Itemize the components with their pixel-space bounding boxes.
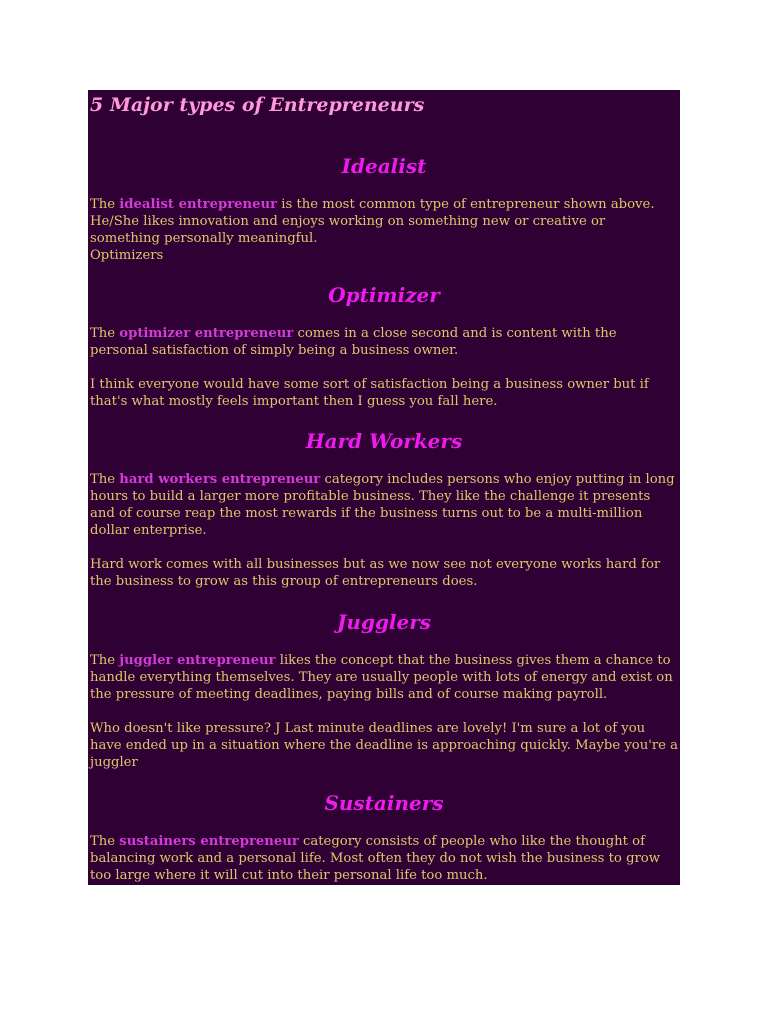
para-prefix: The [90, 472, 120, 487]
paragraph-hard-workers [90, 471, 678, 539]
para-body: category consists of people who like the thought of balancing work and a personal life. Most often they do not wish the business to grow too large where it will cut into their personal life too much. [90, 834, 661, 883]
highlight-idealist-entrepreneur: idealist entrepreneur [119, 197, 278, 212]
para-prefix: The [90, 197, 120, 212]
highlight-sustainers-entrepreneur: sustainers entrepreneur [119, 834, 299, 849]
paragraph-hard-workers-comment: Hard work comes with all businesses but as we now see not everyone works hard for the business to grow as this group of entrepreneurs does. [90, 557, 661, 589]
highlight-juggler-entrepreneur: juggler entrepreneur [119, 653, 276, 668]
article-panel [88, 90, 680, 885]
para-prefix: The [90, 834, 120, 849]
paragraph-jugglers-comment: Who doesn't like pressure? J Last minute deadlines are lovely! I'm sure a lot of you have ended up in a situation where the deadline is approaching quickly. Maybe you're a juggler [90, 721, 679, 770]
heading-sustainers: Sustainers [324, 791, 444, 815]
heading-hard-workers: Hard Workers [305, 429, 463, 453]
optimizers-label: Optimizers [90, 248, 164, 263]
paragraph-optimizer [90, 325, 678, 359]
paragraph-optimizer-comment: I think everyone would have some sort of satisfaction being a business owner but if that's what mostly feels important then I guess you fall here. [90, 377, 649, 409]
heading-idealist: Idealist [341, 154, 427, 178]
heading-jugglers: Jugglers [336, 610, 432, 634]
paragraph-jugglers [90, 652, 678, 703]
paragraph-idealist [90, 196, 678, 264]
highlight-optimizer-entrepreneur: optimizer entrepreneur [119, 326, 294, 341]
paragraph-sustainers [90, 833, 678, 884]
heading-optimizer: Optimizer [328, 283, 440, 307]
para-prefix: The [90, 326, 120, 341]
highlight-hard-workers-entrepreneur: hard workers entrepreneur [119, 472, 321, 487]
para-body: category includes persons who enjoy putting in long hours to build a larger more profitable business. They like the challenge it presents and of course reap the most rewards if the business turns out to be a multi-million dollar enterprise. [90, 472, 675, 538]
para-prefix: The [90, 653, 120, 668]
para-body: comes in a close second and is content with the personal satisfaction of simply being a business owner. [90, 326, 617, 358]
para-body: is the most common type of entrepreneur shown above. He/She likes innovation and enjoys working on something new or creative or something personally meaningful. [90, 197, 655, 246]
para-body: likes the concept that the business gives them a chance to handle everything themselves. They are usually people with lots of energy and exist on the pressure of meeting deadlines, paying bills and of course making payroll. [90, 653, 673, 702]
page-title: 5 Major types of Entrepreneurs [90, 94, 425, 116]
